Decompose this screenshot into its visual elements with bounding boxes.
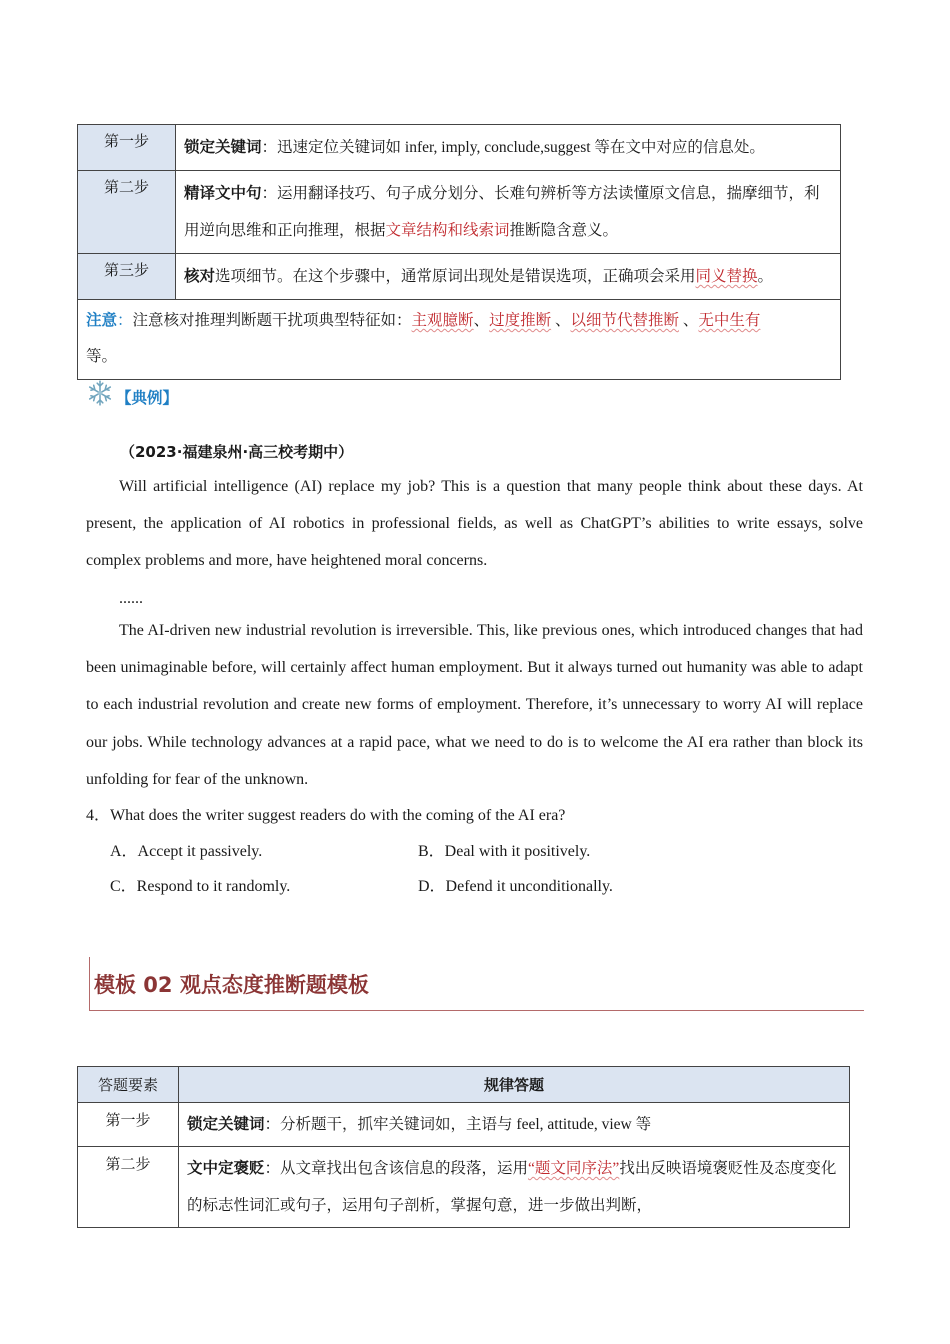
step-label: 文中定褒贬: [187, 1159, 265, 1177]
option-c: C．Respond to it randomly.: [110, 878, 291, 895]
option-d: D．Defend it unconditionally.: [418, 878, 613, 895]
step-text: 运用翻译技巧、句子成分划分、长难句辨析等方法读懂原文信息，揣摩细节，利用逆向思维和正向推理，根据: [184, 185, 820, 239]
step-label: 锁定关键词: [187, 1115, 265, 1133]
note-cell: [78, 300, 841, 380]
step-cell: 第二步: [78, 171, 176, 254]
table-row: [78, 300, 841, 380]
column-header: 答题要素: [78, 1067, 179, 1103]
step-label: 核对: [184, 267, 216, 285]
colon: ：: [117, 312, 133, 329]
step-label: 锁定关键词: [184, 138, 262, 156]
table-header-row: [78, 1067, 850, 1103]
step-text: 分析题干，抓牢关键词如，主语与 feel, attitude, view 等: [280, 1116, 652, 1133]
distractor-item: 主观臆断: [411, 312, 474, 329]
table-row: [78, 125, 841, 171]
step-cell: 第一步: [78, 1103, 179, 1147]
paragraph-text: The AI-driven new industrial revolution is irreversible. This, like previous ones, which introduced changes that had been unimaginable before, will certainly affect human employment. But it always turned out humanity was able to adapt to each industrial revolution and create new forms of employment. Therefore, it’s unnecessary to worry AI will replace our jobs. While technology advances at a rapid pace, what we need to do is to welcome the AI era rather than block its unfolding for fear of the unknown.: [86, 622, 863, 788]
passage-paragraph: [86, 468, 863, 580]
separator: 、: [473, 312, 490, 329]
option-b: B．Deal with it positively.: [418, 843, 591, 860]
note-end: 等。: [86, 348, 118, 365]
colon: ：: [261, 185, 278, 202]
section-heading: [89, 957, 864, 1011]
colon: ：: [261, 139, 278, 156]
table-row: [78, 171, 841, 254]
steps-table-attitude: [77, 1066, 850, 1228]
paragraph-text: Will artificial intelligence (AI) replace my job? This is a question that many people think about these days. At present, the application of AI robotics in professional fields, as well as ChatGPT’s abilities to write essays, solve complex problems and more, have heightened moral concerns.: [86, 478, 863, 570]
distractor-item: 无中生有: [698, 312, 761, 329]
step-text: 。: [757, 268, 774, 285]
highlight-text: “题文同序法”: [528, 1160, 620, 1177]
question-source: （2023·福建泉州·高三校考期中）: [120, 443, 354, 461]
step-text: 推断隐含意义。: [509, 222, 619, 239]
step-description: [179, 1103, 850, 1147]
step-text: 从文章找出包含该信息的段落，运用: [280, 1160, 529, 1177]
section-title: 模板 02 观点态度推断题模板: [94, 973, 369, 997]
note-label: 注意: [86, 311, 118, 329]
distractor-item: 过度推断: [489, 312, 552, 329]
example-label: 【典例】: [116, 389, 179, 407]
question-stem: 4．What does the writer suggest readers do with the coming of the AI era?: [86, 807, 566, 824]
step-description: [179, 1147, 850, 1228]
highlight-text: 同义替换: [695, 268, 758, 285]
note-text: 注意核对推理判断题干扰项典型特征如：: [132, 312, 412, 329]
separator: 、: [551, 312, 571, 329]
distractor-item: 以细节代替推断: [570, 312, 679, 329]
highlight-text: 文章结构和线索词: [385, 222, 510, 239]
steps-table-inference: [77, 124, 841, 380]
table-row: [78, 1103, 850, 1147]
table-row: [78, 1147, 850, 1228]
step-text: 迅速定位关键词如 infer, imply, conclude,suggest 等在文中对应的信息处。: [277, 139, 765, 156]
snowflake-icon: [86, 379, 114, 407]
step-cell: 第一步: [78, 125, 176, 171]
passage-paragraph: [86, 612, 863, 798]
step-description: [176, 254, 841, 300]
passage-ellipsis: ......: [119, 590, 143, 607]
step-description: [176, 125, 841, 171]
separator: 、: [679, 312, 699, 329]
table-row: [78, 254, 841, 300]
column-header: 规律答题: [179, 1067, 850, 1103]
step-description: [176, 171, 841, 254]
step-text: 找出反映语境褒贬性及态度变化的标志性词汇或句子，运用句子剖析，掌握句意，进一步做出判断，: [187, 1160, 837, 1214]
step-label: 精译文中句: [184, 184, 262, 202]
colon: ：: [264, 1160, 281, 1177]
option-a: A．Accept it passively.: [110, 843, 263, 860]
step-text: 选项细节。在这个步骤中，通常原词出现处是错误选项，正确项会采用: [215, 268, 696, 285]
step-cell: 第二步: [78, 1147, 179, 1228]
colon: ：: [264, 1116, 281, 1133]
step-cell: 第三步: [78, 254, 176, 300]
example-header: [86, 378, 178, 408]
